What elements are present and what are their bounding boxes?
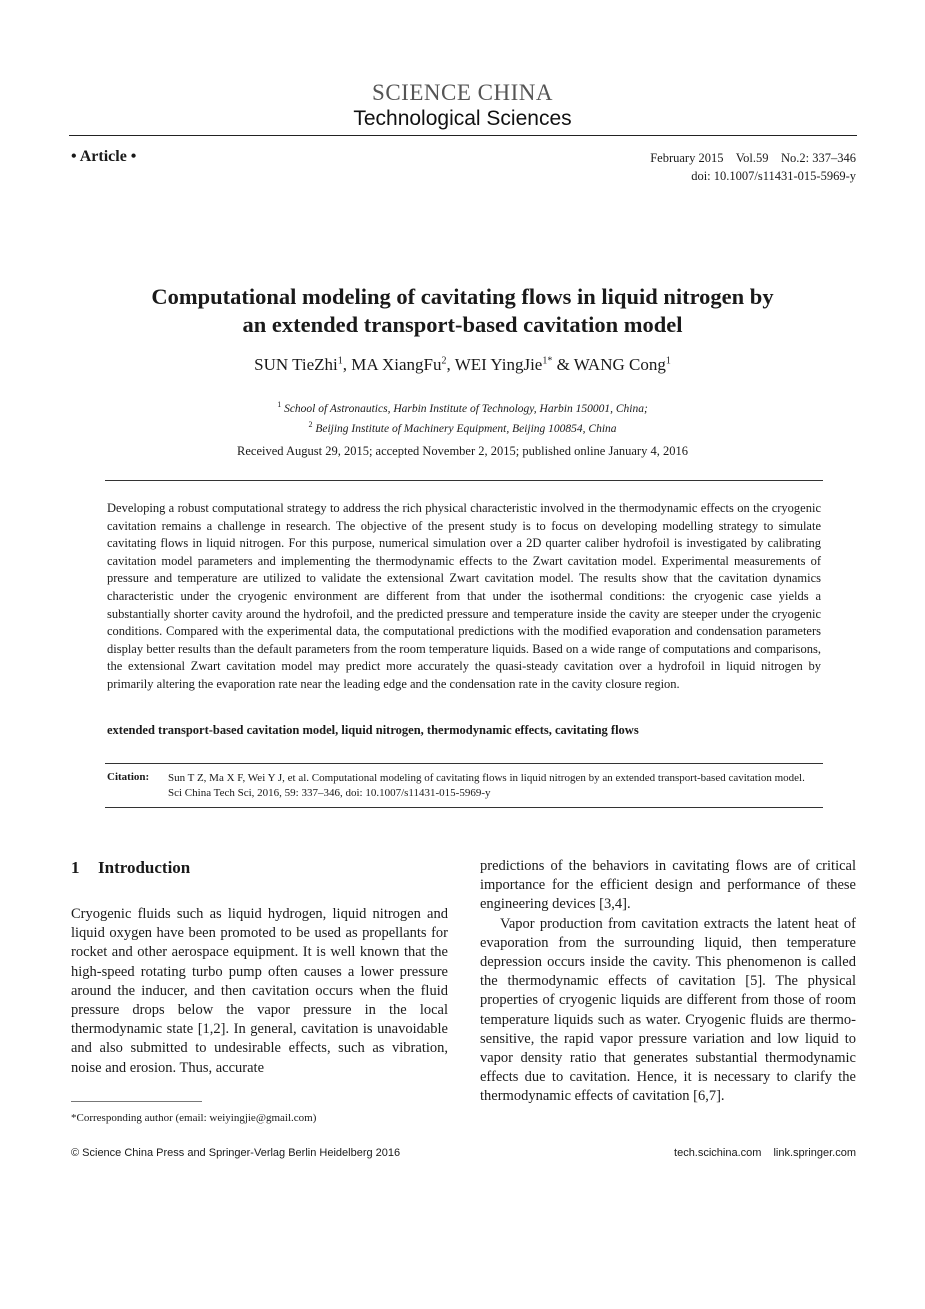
author-list (0, 355, 925, 375)
author-separator: , (446, 355, 455, 374)
citation-top-rule (105, 763, 823, 764)
affiliations (0, 397, 925, 437)
affiliation-mark: 1 (277, 400, 282, 409)
footnote: *Corresponding author (email: weiyingjie@gmail.com) (71, 1112, 317, 1124)
site-link[interactable]: tech.scichina.com (674, 1147, 762, 1159)
issue-info (650, 149, 856, 185)
affiliation-2 (0, 417, 925, 437)
section-title: Introduction (98, 858, 191, 877)
footnote-rule (71, 1101, 202, 1102)
author-separator: & (552, 355, 574, 374)
journal-subtitle: Technological Sciences (353, 107, 572, 130)
section-heading (71, 858, 190, 878)
author-affil-mark: 1 (337, 355, 343, 367)
footer-sites (674, 1147, 856, 1159)
keywords: extended transport-based cavitation model, liquid nitrogen, thermodynamic effects, cavitating flows (107, 723, 639, 737)
author-name: SUN TieZhi (254, 355, 338, 374)
affiliation-text: School of Astronautics, Harbin Institute of Technology, Harbin 150001, China; (284, 402, 648, 415)
title-line-2: an extended transport-based cavitation model (242, 312, 683, 337)
citation-text: Sun T Z, Ma X F, Wei Y J, et al. Computational modeling of cavitating flows in liquid nitrogen by an extended transport-based cavitation model. Sci China Tech Sci, 2016, 59: 337–346, doi: 10.1007/s11431-015-5969-y (168, 772, 805, 799)
header-rule (69, 135, 857, 136)
author-name: WANG Cong (573, 355, 666, 374)
doi-line: doi: 10.1007/s11431-015-5969-y (691, 169, 856, 183)
abstract: Developing a robust computational strategy to address the rich physical characteristic involved in the thermodynamic effects on the cryogenic cavitation remains a challenge in research. The objective of the present study is to focus on developing modelling strategy to simulate cavitating flows in liquid nitrogen. For this purpose, numerical simulation over a 2D quarter caliber hydrofoil is investigated by calibrating cavitation model parameters and implementing the thermodynamic effects to the Zwart cavitation model. Experimental measurements of pressure and temperature are utilized to validate the extensional Zwart cavitation model. The results show that the cavitation dynamics characteristic under the cryogenic environment are different from that under the isothermal conditions: the cryogenic case yields a substantially shorter cavity around the hydrofoil, and the predicted pressure and temperature inside the cavity are steeper under the cryogenic conditions. Compared with the experimental data, the computational predictions with the modified evaporation and condensation parameters display better results than the default parameters from the room temperature liquids. Based on a wide range of computations and comparisons, the extensional Zwart cavitation model may predict more accurately the quasi-steady cavitation over a hydrofoil in liquid nitrogen by primarily altering the evaporation rate near the leading edge and the condensation rate in the cavity closure region. (107, 501, 821, 691)
author-name: WEI YingJie (454, 355, 543, 374)
affiliation-text: Beijing Institute of Machinery Equipment, Beijing 100854, China (315, 422, 617, 435)
affiliation-mark: 2 (308, 419, 313, 429)
title-line-1: Computational modeling of cavitating flows in liquid nitrogen by (151, 284, 774, 309)
paper-title (90, 283, 835, 339)
author-affil-mark: 2 (441, 355, 447, 367)
citation-label: Citation: (107, 771, 150, 783)
abstract-top-rule (105, 480, 823, 481)
author-affil-mark: 1 (665, 355, 671, 367)
author-separator: , (342, 355, 352, 374)
article-type: • Article • (71, 148, 137, 165)
issue-line: February 2015 Vol.59 No.2: 337–346 (650, 151, 856, 165)
paragraph: Vapor production from cavitation extracts the latent heat of evaporation from the surrounding liquid, then temperature depression occurs inside the cavity. This phenomenon is called the thermodynamic effects of cavitation [5]. The physical properties of cryogenic liquids are different from those of room temperature liquids such as water. Cryogenic fluids are thermo-sensitive, the rapid vapor pressure variation and low liquid to vapor density ratio that generates substantial thermodynamic effects due to cavitation. Hence, it is necessary to clarify the thermodynamic effects of cavitation [6,7]. (480, 915, 856, 1105)
body-column-left (71, 905, 448, 1078)
affiliation-1 (0, 397, 925, 417)
body-column-right (480, 857, 856, 1107)
section-number: 1 (71, 858, 80, 877)
received-dates: Received August 29, 2015; accepted November 2, 2015; published online January 4, 2016 (237, 444, 688, 458)
paragraph: Cryogenic fluids such as liquid hydrogen, liquid nitrogen and liquid oxygen have been promoted to be used as propellants for rocket and other aerospace equipment. It is well known that the high-speed rotating turbo pump often causes a lower pressure around the inducer, and then cavitation occurs when the fluid pressure drops below the vapor pressure in the local thermodynamic state [1,2]. In general, cavitation is unavoidable and also submitted to undesirable effects, such as vibration, noise and erosion. Thus, accurate (71, 906, 448, 1076)
author-name: MA XiangFu (351, 355, 442, 374)
journal-name: SCIENCE CHINA (372, 80, 553, 105)
paragraph: predictions of the behaviors in cavitating flows are of critical importance for the efficient design and performance of these engineering devices [3,4]. (480, 858, 856, 913)
copyright: © Science China Press and Springer-Verlag Berlin Heidelberg 2016 (71, 1147, 401, 1159)
site-link[interactable]: link.springer.com (773, 1147, 856, 1159)
author-affil-mark: 1* (542, 355, 553, 367)
citation-bottom-rule (105, 807, 823, 808)
